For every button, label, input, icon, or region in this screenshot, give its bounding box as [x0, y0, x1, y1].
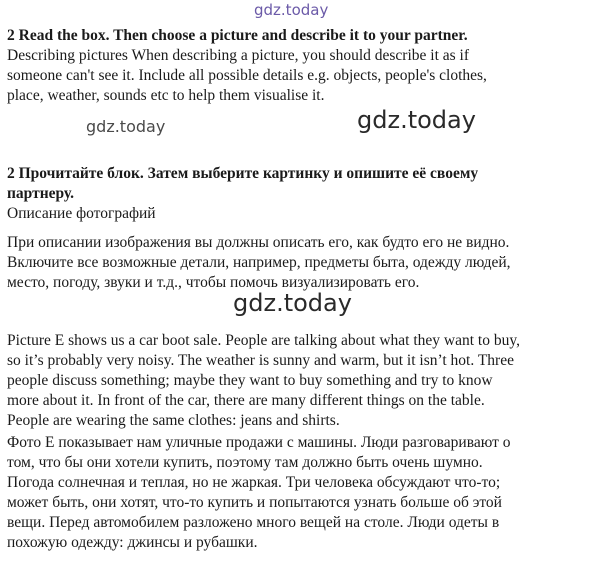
- text-line: может быть, они хотят, что-то купить и попытаются узнать больше об этой: [7, 494, 502, 511]
- text-line: Фото Е показывает нам уличные продажи с машины. Люди разговаривают о: [7, 434, 511, 451]
- text-line: Describing pictures When describing a picture, you should describe it as if: [7, 47, 470, 64]
- answer-english: [7, 331, 587, 431]
- text-line: someone can't see it. Include all possible details e.g. objects, people's clothes,: [7, 67, 487, 84]
- task-subtitle-russian: Описание фотографий: [7, 205, 156, 222]
- answer-russian: [7, 433, 587, 553]
- text-line: вещи. Перед автомобилем разложено много вещей на столе. Люди одеты в: [7, 514, 500, 531]
- text-line: том, что бы они хотели купить, поэтому там должно быть очень шумно.: [7, 454, 483, 471]
- text-line: Picture E shows us a car boot sale. People are talking about what they want to buy,: [7, 332, 520, 349]
- task-heading-english: 2 Read the box. Then choose a picture and describe it to your partner.: [7, 27, 468, 44]
- text-line: place, weather, sounds etc to help them visualise it.: [7, 87, 325, 104]
- text-line: похожую одежду: джинсы и рубашки.: [7, 534, 258, 551]
- task-heading-russian: 2 Прочитайте блок. Затем выберите картинку и опишите её своему: [7, 165, 479, 182]
- watermark-top: gdz.today: [254, 1, 329, 19]
- text-line: Включите все возможные детали, например, предметы быта, одежду людей,: [7, 254, 511, 271]
- task-heading-russian-cont: партнеру.: [7, 185, 75, 202]
- task-english: [7, 26, 587, 106]
- watermark-large: gdz.today: [357, 106, 476, 134]
- watermark-small: gdz.today: [86, 117, 166, 136]
- tip-russian: [7, 233, 587, 293]
- text-line: место, погоду, звуки и т.д., чтобы помочь визуализировать его.: [7, 274, 420, 291]
- text-line: Погода солнечная и теплая, но не жаркая. Три человека обсуждают что-то;: [7, 474, 501, 491]
- text-line: more about it. In front of the car, there are many different things on the table.: [7, 392, 485, 409]
- text-line: People are wearing the same clothes: jeans and shirts.: [7, 412, 340, 429]
- watermark-large: gdz.today: [233, 289, 352, 317]
- text-line: so it’s probably very noisy. The weather is sunny and warm, but it isn’t hot. Three: [7, 352, 514, 369]
- text-line: При описании изображения вы должны описать его, как будто его не видно.: [7, 234, 510, 251]
- task-russian: [7, 164, 587, 224]
- text-line: people discuss something; maybe they want to buy something and try to know: [7, 372, 493, 389]
